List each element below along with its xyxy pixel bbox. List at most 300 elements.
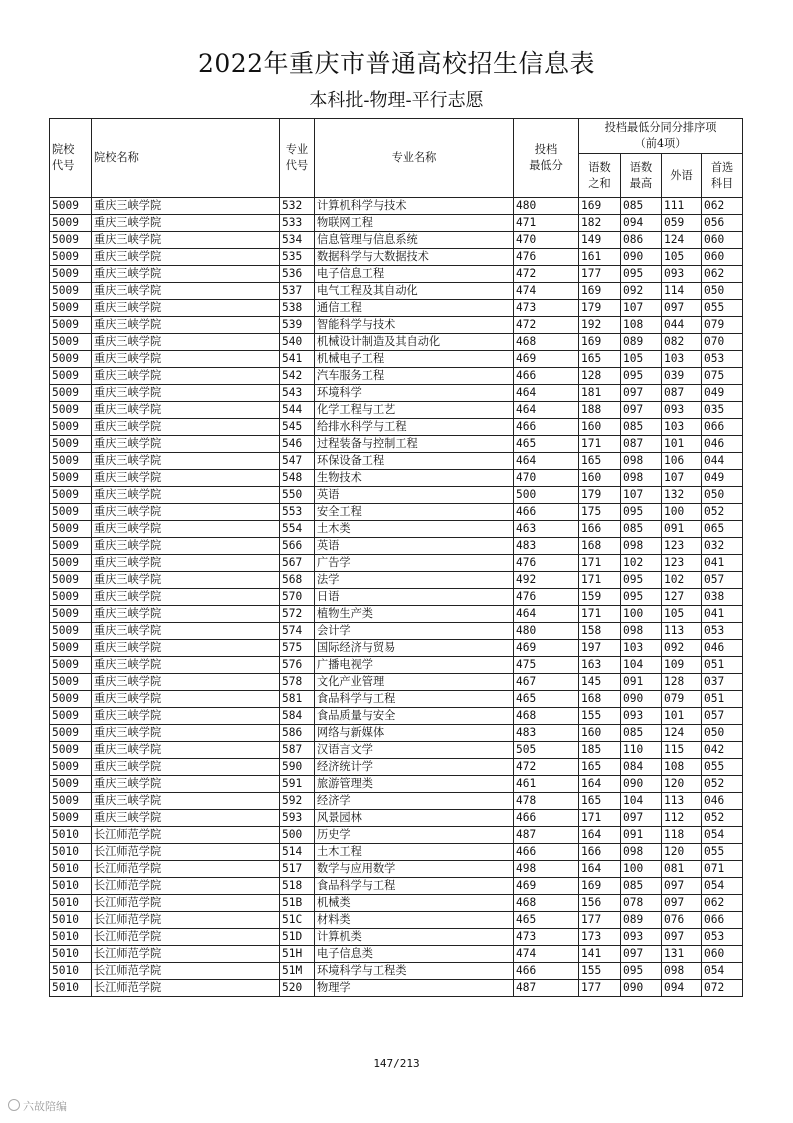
cell-school-name: 重庆三峡学院 bbox=[92, 487, 280, 504]
cell-school-name: 重庆三峡学院 bbox=[92, 215, 280, 232]
cell-school-code: 5010 bbox=[50, 963, 92, 980]
cell-yushu-sum: 185 bbox=[579, 742, 621, 759]
cell-school-code: 5009 bbox=[50, 606, 92, 623]
cell-yushu-sum: 149 bbox=[579, 232, 621, 249]
cell-min-score: 465 bbox=[514, 436, 579, 453]
cell-first-subject: 055 bbox=[702, 300, 743, 317]
cell-yushu-max: 090 bbox=[621, 249, 662, 266]
cell-min-score: 505 bbox=[514, 742, 579, 759]
cell-yushu-max: 095 bbox=[621, 266, 662, 283]
cell-school-code: 5009 bbox=[50, 266, 92, 283]
cell-school-code: 5009 bbox=[50, 793, 92, 810]
cell-major-code: 544 bbox=[280, 402, 315, 419]
cell-english: 087 bbox=[662, 385, 702, 402]
cell-english: 098 bbox=[662, 963, 702, 980]
cell-english: 112 bbox=[662, 810, 702, 827]
cell-school-name: 长江师范学院 bbox=[92, 963, 280, 980]
cell-first-subject: 052 bbox=[702, 776, 743, 793]
cell-major-name: 电子信息类 bbox=[315, 946, 514, 963]
cell-min-score: 469 bbox=[514, 351, 579, 368]
table-row bbox=[50, 929, 743, 946]
cell-major-code: 51H bbox=[280, 946, 315, 963]
table-row bbox=[50, 300, 743, 317]
table-row bbox=[50, 232, 743, 249]
table-row bbox=[50, 963, 743, 980]
cell-yushu-max: 097 bbox=[621, 385, 662, 402]
cell-yushu-sum: 171 bbox=[579, 606, 621, 623]
cell-school-name: 长江师范学院 bbox=[92, 929, 280, 946]
table-row bbox=[50, 827, 743, 844]
cell-school-name: 重庆三峡学院 bbox=[92, 759, 280, 776]
cell-yushu-sum: 171 bbox=[579, 555, 621, 572]
cell-yushu-sum: 160 bbox=[579, 419, 621, 436]
cell-yushu-sum: 188 bbox=[579, 402, 621, 419]
cell-school-name: 重庆三峡学院 bbox=[92, 691, 280, 708]
cell-first-subject: 053 bbox=[702, 623, 743, 640]
cell-major-name: 土木类 bbox=[315, 521, 514, 538]
table-row bbox=[50, 402, 743, 419]
cell-school-name: 重庆三峡学院 bbox=[92, 572, 280, 589]
cell-school-code: 5009 bbox=[50, 470, 92, 487]
cell-first-subject: 079 bbox=[702, 317, 743, 334]
cell-min-score: 465 bbox=[514, 912, 579, 929]
cell-yushu-sum: 179 bbox=[579, 487, 621, 504]
cell-min-score: 464 bbox=[514, 606, 579, 623]
table-row bbox=[50, 436, 743, 453]
table-row bbox=[50, 623, 743, 640]
cell-yushu-max: 091 bbox=[621, 674, 662, 691]
table-row bbox=[50, 470, 743, 487]
table-row bbox=[50, 555, 743, 572]
cell-english: 100 bbox=[662, 504, 702, 521]
cell-major-code: 575 bbox=[280, 640, 315, 657]
cell-english: 102 bbox=[662, 572, 702, 589]
cell-yushu-max: 105 bbox=[621, 351, 662, 368]
cell-yushu-max: 089 bbox=[621, 334, 662, 351]
cell-major-name: 机械类 bbox=[315, 895, 514, 912]
cell-first-subject: 049 bbox=[702, 385, 743, 402]
cell-english: 076 bbox=[662, 912, 702, 929]
cell-min-score: 469 bbox=[514, 640, 579, 657]
table-row bbox=[50, 572, 743, 589]
cell-major-name: 机械电子工程 bbox=[315, 351, 514, 368]
cell-school-name: 重庆三峡学院 bbox=[92, 249, 280, 266]
cell-school-code: 5010 bbox=[50, 929, 92, 946]
cell-school-code: 5009 bbox=[50, 249, 92, 266]
cell-major-code: 592 bbox=[280, 793, 315, 810]
cell-school-name: 重庆三峡学院 bbox=[92, 385, 280, 402]
cell-first-subject: 032 bbox=[702, 538, 743, 555]
cell-school-code: 5010 bbox=[50, 980, 92, 997]
cell-major-name: 过程装备与控制工程 bbox=[315, 436, 514, 453]
cell-english: 131 bbox=[662, 946, 702, 963]
cell-school-code: 5009 bbox=[50, 691, 92, 708]
cell-major-name: 网络与新媒体 bbox=[315, 725, 514, 742]
cell-school-name: 重庆三峡学院 bbox=[92, 300, 280, 317]
cell-first-subject: 042 bbox=[702, 742, 743, 759]
cell-english: 132 bbox=[662, 487, 702, 504]
cell-major-name: 经济统计学 bbox=[315, 759, 514, 776]
table-row bbox=[50, 317, 743, 334]
cell-school-code: 5009 bbox=[50, 725, 92, 742]
cell-major-name: 风景园林 bbox=[315, 810, 514, 827]
cell-major-code: 593 bbox=[280, 810, 315, 827]
table-row bbox=[50, 895, 743, 912]
cell-first-subject: 054 bbox=[702, 963, 743, 980]
cell-school-code: 5010 bbox=[50, 946, 92, 963]
cell-first-subject: 046 bbox=[702, 793, 743, 810]
cell-english: 039 bbox=[662, 368, 702, 385]
cell-school-code: 5009 bbox=[50, 232, 92, 249]
cell-school-code: 5009 bbox=[50, 504, 92, 521]
cell-english: 124 bbox=[662, 232, 702, 249]
cell-yushu-sum: 182 bbox=[579, 215, 621, 232]
cell-major-code: 518 bbox=[280, 878, 315, 895]
cell-min-score: 472 bbox=[514, 266, 579, 283]
cell-major-name: 化学工程与工艺 bbox=[315, 402, 514, 419]
cell-school-code: 5009 bbox=[50, 623, 92, 640]
cell-major-name: 给排水科学与工程 bbox=[315, 419, 514, 436]
cell-major-name: 会计学 bbox=[315, 623, 514, 640]
header-school-name: 院校名称 bbox=[92, 119, 280, 198]
cell-first-subject: 052 bbox=[702, 504, 743, 521]
cell-yushu-max: 078 bbox=[621, 895, 662, 912]
table-row bbox=[50, 385, 743, 402]
cell-min-score: 476 bbox=[514, 249, 579, 266]
cell-school-name: 长江师范学院 bbox=[92, 827, 280, 844]
table-row bbox=[50, 759, 743, 776]
cell-yushu-max: 090 bbox=[621, 691, 662, 708]
cell-yushu-max: 097 bbox=[621, 402, 662, 419]
cell-yushu-max: 095 bbox=[621, 368, 662, 385]
table-row bbox=[50, 810, 743, 827]
cell-major-name: 日语 bbox=[315, 589, 514, 606]
cell-english: 105 bbox=[662, 249, 702, 266]
cell-yushu-max: 085 bbox=[621, 198, 662, 215]
cell-school-code: 5009 bbox=[50, 657, 92, 674]
cell-first-subject: 051 bbox=[702, 691, 743, 708]
cell-school-name: 重庆三峡学院 bbox=[92, 419, 280, 436]
cell-yushu-sum: 165 bbox=[579, 453, 621, 470]
cell-min-score: 483 bbox=[514, 725, 579, 742]
cell-yushu-max: 104 bbox=[621, 793, 662, 810]
cell-major-code: 584 bbox=[280, 708, 315, 725]
cell-school-name: 重庆三峡学院 bbox=[92, 470, 280, 487]
cell-first-subject: 057 bbox=[702, 708, 743, 725]
cell-major-code: 578 bbox=[280, 674, 315, 691]
cell-min-score: 473 bbox=[514, 929, 579, 946]
cell-first-subject: 035 bbox=[702, 402, 743, 419]
table-row bbox=[50, 946, 743, 963]
cell-yushu-sum: 163 bbox=[579, 657, 621, 674]
cell-major-code: 520 bbox=[280, 980, 315, 997]
cell-first-subject: 053 bbox=[702, 929, 743, 946]
cell-school-code: 5009 bbox=[50, 283, 92, 300]
cell-major-code: 542 bbox=[280, 368, 315, 385]
cell-yushu-sum: 155 bbox=[579, 963, 621, 980]
cell-major-name: 环境科学与工程类 bbox=[315, 963, 514, 980]
cell-yushu-sum: 166 bbox=[579, 844, 621, 861]
cell-major-code: 547 bbox=[280, 453, 315, 470]
cell-english: 103 bbox=[662, 419, 702, 436]
cell-school-name: 重庆三峡学院 bbox=[92, 317, 280, 334]
cell-yushu-max: 098 bbox=[621, 453, 662, 470]
cell-yushu-max: 102 bbox=[621, 555, 662, 572]
cell-yushu-max: 085 bbox=[621, 521, 662, 538]
cell-school-code: 5009 bbox=[50, 521, 92, 538]
cell-school-name: 重庆三峡学院 bbox=[92, 453, 280, 470]
cell-yushu-sum: 165 bbox=[579, 793, 621, 810]
cell-yushu-max: 091 bbox=[621, 827, 662, 844]
cell-min-score: 469 bbox=[514, 878, 579, 895]
cell-english: 114 bbox=[662, 283, 702, 300]
cell-school-name: 长江师范学院 bbox=[92, 912, 280, 929]
cell-first-subject: 041 bbox=[702, 555, 743, 572]
cell-school-name: 重庆三峡学院 bbox=[92, 640, 280, 657]
table-row bbox=[50, 419, 743, 436]
cell-min-score: 472 bbox=[514, 317, 579, 334]
header-tiebreak-group: 投档最低分同分排序项 （前4项） bbox=[579, 119, 743, 154]
cell-first-subject: 060 bbox=[702, 232, 743, 249]
cell-min-score: 465 bbox=[514, 691, 579, 708]
cell-yushu-sum: 173 bbox=[579, 929, 621, 946]
cell-english: 108 bbox=[662, 759, 702, 776]
cell-yushu-sum: 128 bbox=[579, 368, 621, 385]
cell-major-name: 物联网工程 bbox=[315, 215, 514, 232]
table-row bbox=[50, 334, 743, 351]
cell-school-code: 5009 bbox=[50, 572, 92, 589]
cell-yushu-sum: 164 bbox=[579, 776, 621, 793]
header-yushu-max: 语数 最高 bbox=[621, 154, 662, 198]
cell-first-subject: 056 bbox=[702, 215, 743, 232]
cell-yushu-sum: 177 bbox=[579, 912, 621, 929]
cell-english: 105 bbox=[662, 606, 702, 623]
cell-major-name: 国际经济与贸易 bbox=[315, 640, 514, 657]
cell-yushu-max: 085 bbox=[621, 419, 662, 436]
cell-school-name: 重庆三峡学院 bbox=[92, 232, 280, 249]
cell-major-code: 570 bbox=[280, 589, 315, 606]
cell-first-subject: 051 bbox=[702, 657, 743, 674]
cell-min-score: 492 bbox=[514, 572, 579, 589]
cell-major-code: 568 bbox=[280, 572, 315, 589]
cell-school-code: 5009 bbox=[50, 368, 92, 385]
cell-school-name: 重庆三峡学院 bbox=[92, 504, 280, 521]
cell-major-name: 英语 bbox=[315, 487, 514, 504]
table-row bbox=[50, 538, 743, 555]
cell-school-name: 长江师范学院 bbox=[92, 895, 280, 912]
cell-min-score: 464 bbox=[514, 453, 579, 470]
cell-yushu-max: 089 bbox=[621, 912, 662, 929]
cell-major-code: 545 bbox=[280, 419, 315, 436]
cell-school-code: 5009 bbox=[50, 538, 92, 555]
watermark-text: 六故陪编 bbox=[23, 1100, 67, 1113]
cell-major-name: 物理学 bbox=[315, 980, 514, 997]
cell-school-name: 重庆三峡学院 bbox=[92, 657, 280, 674]
cell-english: 097 bbox=[662, 929, 702, 946]
cell-school-code: 5009 bbox=[50, 436, 92, 453]
cell-school-name: 长江师范学院 bbox=[92, 861, 280, 878]
cell-english: 120 bbox=[662, 844, 702, 861]
cell-min-score: 498 bbox=[514, 861, 579, 878]
cell-school-code: 5009 bbox=[50, 300, 92, 317]
cell-major-name: 土木工程 bbox=[315, 844, 514, 861]
cell-yushu-max: 090 bbox=[621, 980, 662, 997]
cell-english: 097 bbox=[662, 895, 702, 912]
cell-first-subject: 075 bbox=[702, 368, 743, 385]
cell-first-subject: 065 bbox=[702, 521, 743, 538]
cell-major-code: 540 bbox=[280, 334, 315, 351]
table-row bbox=[50, 198, 743, 215]
cell-english: 093 bbox=[662, 266, 702, 283]
cell-yushu-sum: 192 bbox=[579, 317, 621, 334]
cell-major-name: 文化产业管理 bbox=[315, 674, 514, 691]
cell-yushu-max: 090 bbox=[621, 776, 662, 793]
cell-major-name: 经济学 bbox=[315, 793, 514, 810]
table-row bbox=[50, 521, 743, 538]
header-english: 外语 bbox=[662, 154, 702, 198]
cell-english: 094 bbox=[662, 980, 702, 997]
table-row bbox=[50, 657, 743, 674]
cell-major-code: 548 bbox=[280, 470, 315, 487]
cell-english: 093 bbox=[662, 402, 702, 419]
cell-yushu-sum: 171 bbox=[579, 810, 621, 827]
cell-major-code: 576 bbox=[280, 657, 315, 674]
cell-english: 128 bbox=[662, 674, 702, 691]
cell-school-name: 重庆三峡学院 bbox=[92, 793, 280, 810]
cell-major-code: 517 bbox=[280, 861, 315, 878]
table-row bbox=[50, 215, 743, 232]
cell-major-code: 590 bbox=[280, 759, 315, 776]
cell-yushu-sum: 177 bbox=[579, 266, 621, 283]
cell-yushu-sum: 165 bbox=[579, 351, 621, 368]
cell-yushu-max: 084 bbox=[621, 759, 662, 776]
cell-major-code: 51B bbox=[280, 895, 315, 912]
table-row bbox=[50, 844, 743, 861]
cell-major-code: 567 bbox=[280, 555, 315, 572]
cell-first-subject: 046 bbox=[702, 640, 743, 657]
cell-major-name: 法学 bbox=[315, 572, 514, 589]
table-row bbox=[50, 249, 743, 266]
cell-school-name: 重庆三峡学院 bbox=[92, 436, 280, 453]
cell-first-subject: 055 bbox=[702, 759, 743, 776]
cell-first-subject: 053 bbox=[702, 351, 743, 368]
cell-yushu-sum: 160 bbox=[579, 725, 621, 742]
cell-school-name: 重庆三峡学院 bbox=[92, 538, 280, 555]
header-major-code: 专业 代号 bbox=[280, 119, 315, 198]
cell-major-code: 587 bbox=[280, 742, 315, 759]
cell-first-subject: 060 bbox=[702, 249, 743, 266]
table-row bbox=[50, 691, 743, 708]
cell-yushu-sum: 177 bbox=[579, 980, 621, 997]
cell-yushu-sum: 161 bbox=[579, 249, 621, 266]
table-row bbox=[50, 878, 743, 895]
cell-major-code: 581 bbox=[280, 691, 315, 708]
cell-major-code: 543 bbox=[280, 385, 315, 402]
cell-yushu-max: 098 bbox=[621, 623, 662, 640]
cell-school-name: 长江师范学院 bbox=[92, 844, 280, 861]
cell-major-name: 安全工程 bbox=[315, 504, 514, 521]
cell-min-score: 466 bbox=[514, 368, 579, 385]
cell-major-name: 通信工程 bbox=[315, 300, 514, 317]
cell-english: 092 bbox=[662, 640, 702, 657]
cell-yushu-sum: 175 bbox=[579, 504, 621, 521]
cell-school-name: 重庆三峡学院 bbox=[92, 810, 280, 827]
cell-major-name: 植物生产类 bbox=[315, 606, 514, 623]
cell-first-subject: 049 bbox=[702, 470, 743, 487]
cell-min-score: 467 bbox=[514, 674, 579, 691]
cell-yushu-sum: 171 bbox=[579, 572, 621, 589]
cell-school-name: 重庆三峡学院 bbox=[92, 606, 280, 623]
cell-school-name: 重庆三峡学院 bbox=[92, 674, 280, 691]
cell-yushu-max: 093 bbox=[621, 929, 662, 946]
cell-yushu-sum: 166 bbox=[579, 521, 621, 538]
cell-major-code: 514 bbox=[280, 844, 315, 861]
cell-major-code: 546 bbox=[280, 436, 315, 453]
cell-yushu-max: 107 bbox=[621, 487, 662, 504]
cell-min-score: 474 bbox=[514, 946, 579, 963]
cell-english: 123 bbox=[662, 555, 702, 572]
cell-first-subject: 055 bbox=[702, 844, 743, 861]
cell-major-name: 电气工程及其自动化 bbox=[315, 283, 514, 300]
cell-english: 107 bbox=[662, 470, 702, 487]
cell-major-name: 食品科学与工程 bbox=[315, 691, 514, 708]
table-row bbox=[50, 606, 743, 623]
cell-school-name: 重庆三峡学院 bbox=[92, 402, 280, 419]
cell-school-code: 5009 bbox=[50, 810, 92, 827]
cell-school-name: 重庆三峡学院 bbox=[92, 368, 280, 385]
cell-yushu-max: 108 bbox=[621, 317, 662, 334]
header-school-code: 院校 代号 bbox=[50, 119, 92, 198]
cell-min-score: 483 bbox=[514, 538, 579, 555]
circle-logo-icon bbox=[8, 1099, 20, 1111]
cell-major-name: 计算机科学与技术 bbox=[315, 198, 514, 215]
cell-yushu-max: 085 bbox=[621, 725, 662, 742]
cell-major-name: 材料类 bbox=[315, 912, 514, 929]
cell-yushu-max: 104 bbox=[621, 657, 662, 674]
cell-school-name: 重庆三峡学院 bbox=[92, 623, 280, 640]
cell-first-subject: 050 bbox=[702, 283, 743, 300]
cell-major-name: 汽车服务工程 bbox=[315, 368, 514, 385]
cell-english: 109 bbox=[662, 657, 702, 674]
cell-english: 113 bbox=[662, 623, 702, 640]
cell-major-name: 电子信息工程 bbox=[315, 266, 514, 283]
header-first-subject: 首选 科目 bbox=[702, 154, 743, 198]
page-title: 2022年重庆市普通高校招生信息表 bbox=[197, 49, 596, 78]
cell-major-name: 广播电视学 bbox=[315, 657, 514, 674]
cell-yushu-sum: 169 bbox=[579, 283, 621, 300]
cell-min-score: 472 bbox=[514, 759, 579, 776]
cell-yushu-max: 094 bbox=[621, 215, 662, 232]
cell-yushu-max: 095 bbox=[621, 589, 662, 606]
cell-school-name: 重庆三峡学院 bbox=[92, 521, 280, 538]
cell-major-code: 535 bbox=[280, 249, 315, 266]
cell-major-name: 汉语言文学 bbox=[315, 742, 514, 759]
cell-major-code: 553 bbox=[280, 504, 315, 521]
cell-yushu-max: 087 bbox=[621, 436, 662, 453]
cell-school-code: 5010 bbox=[50, 861, 92, 878]
cell-school-name: 重庆三峡学院 bbox=[92, 589, 280, 606]
table-row bbox=[50, 861, 743, 878]
cell-first-subject: 037 bbox=[702, 674, 743, 691]
table-row bbox=[50, 487, 743, 504]
table-row bbox=[50, 589, 743, 606]
cell-school-code: 5010 bbox=[50, 827, 92, 844]
cell-major-code: 591 bbox=[280, 776, 315, 793]
cell-first-subject: 054 bbox=[702, 827, 743, 844]
cell-english: 106 bbox=[662, 453, 702, 470]
table-row bbox=[50, 912, 743, 929]
cell-yushu-max: 093 bbox=[621, 708, 662, 725]
